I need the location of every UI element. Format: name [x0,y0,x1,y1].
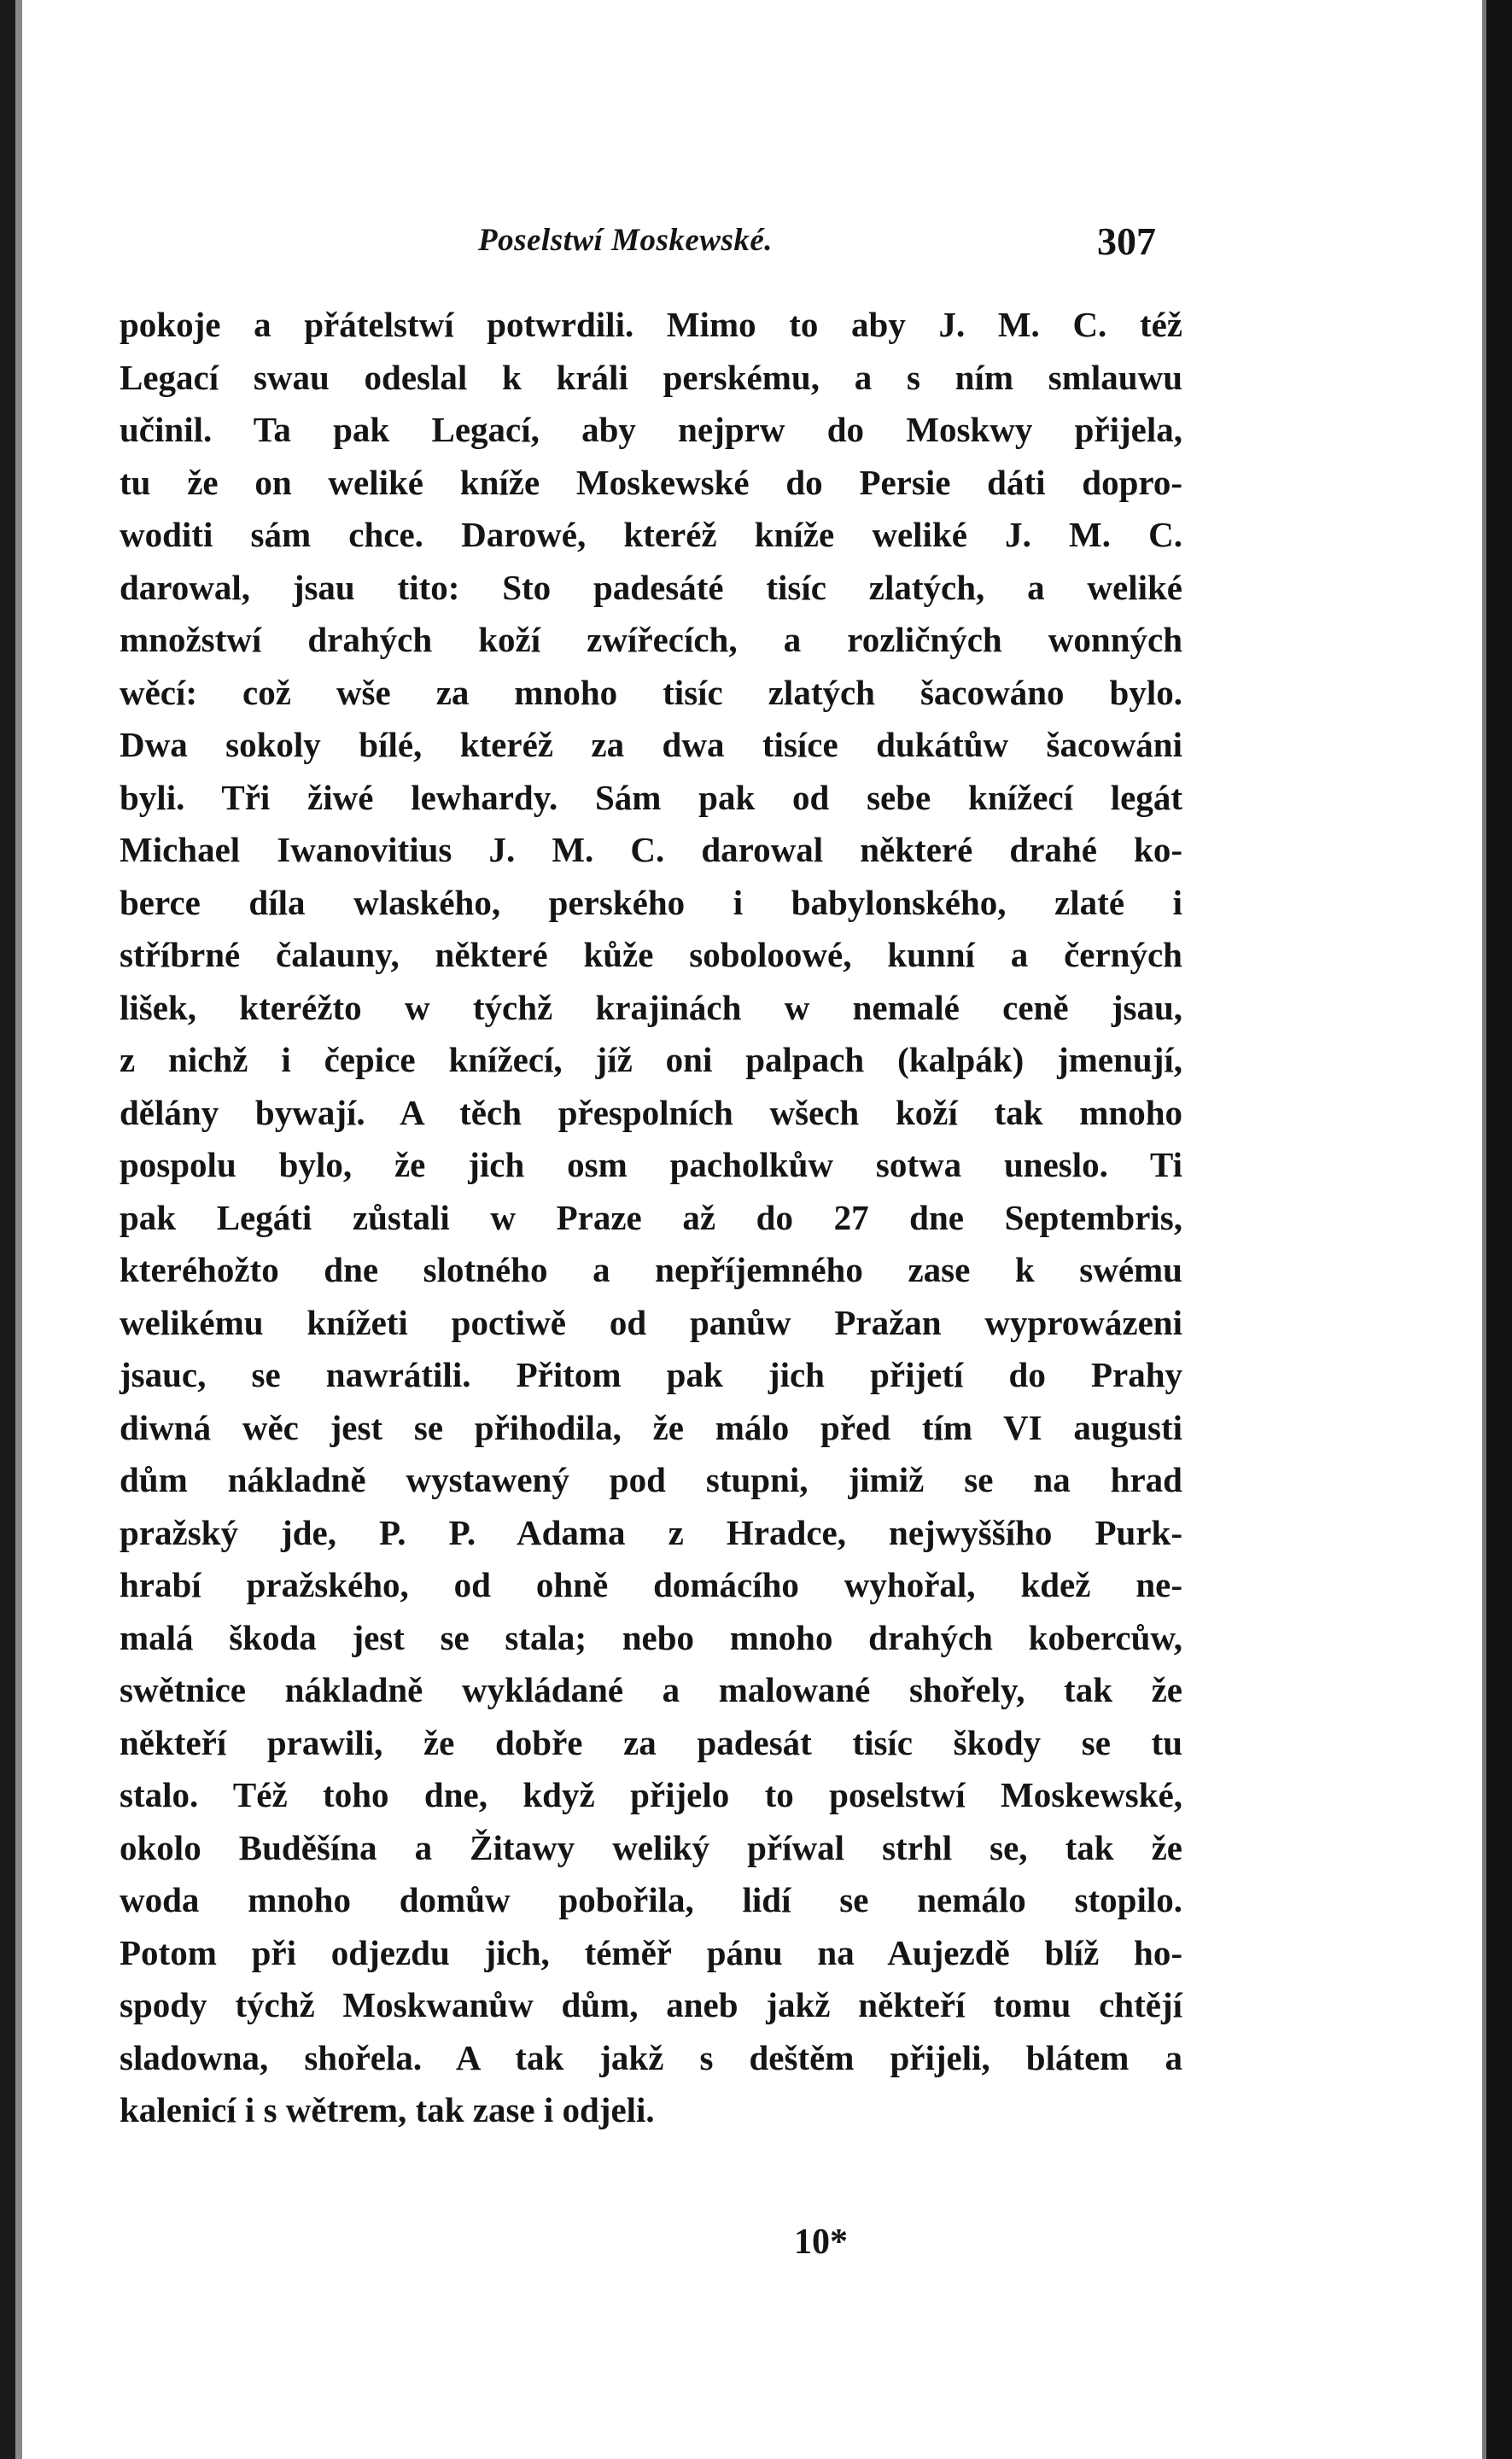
text-line: malá škoda jest se stala; nebo mnoho drahých kobercůw, [120,1617,1182,1657]
signature-mark: 10* [794,2222,848,2262]
text-line: spody týchž Moskwanůw dům, aneb jakž někteří tomu chtějí [120,1985,1182,2024]
body-text [120,299,1182,2137]
text-line: Potom při odjezdu jich, téměř pánu na Aujezdě blíž ho- [120,1932,1182,1972]
text-line: stříbrné čalauny, některé kůže soboloowé, kunní a černých [120,935,1182,974]
text-line: Michael Iwanovitius J. M. C. darowal některé drahé ko- [120,830,1182,869]
text-line: pak Legáti zůstali w Praze až do 27 dne Septembris, [120,1197,1182,1237]
scan-border-left [0,0,15,2459]
text-line: jsauc, se nawrátili. Přitom pak jich přijetí do Prahy [120,1355,1182,1394]
text-line: Dwa sokoly bílé, kteréž za dwa tisíce dukátůw šacowáni [120,725,1182,764]
text-line: kteréhožto dne slotného a nepříjemného zase k swému [120,1250,1182,1289]
text-line: pražský jde, P. P. Adama z Hradce, nejwyššího Purk- [120,1512,1182,1552]
text-line: byli. Tři žiwé lewhardy. Sám pak od sebe knížecí legát [120,777,1182,817]
text-line: woditi sám chce. Darowé, kteréž kníže weliké J. M. C. [120,515,1182,554]
text-line: welikému knížeti poctiwě od panůw Pražan wyprowázeni [120,1302,1182,1342]
scan-border-right-shadow [1482,0,1486,2459]
text-line: pokoje a přátelstwí potwrdili. Mimo to aby J. M. C. též [120,305,1182,344]
text-line: pospolu bylo, že jich osm pacholkůw sotwa uneslo. Ti [120,1145,1182,1184]
text-line: učinil. Ta pak Legací, aby nejprw do Moskwy přijela, [120,410,1182,449]
text-line: okolo Buděšína a Žitawy weliký příwal strhl se, tak že [120,1827,1182,1867]
text-line: swětnice nákladně wykládané a malowané shořely, tak že [120,1670,1182,1709]
text-line: sladowna, shořela. A tak jakž s deštěm přijeli, blátem a [120,2037,1182,2077]
text-line-last: kalenicí i s wětrem, tak zase i odjeli. [120,2090,655,2129]
text-line: dělány bywají. A těch přespolních wšech koží tak mnoho [120,1092,1182,1132]
book-page [120,171,1182,2129]
text-line: stalo. Též toho dne, když přijelo to poselstwí Moskewské, [120,1775,1182,1814]
running-head [120,171,1182,263]
page-number: 307 [1097,219,1156,263]
scan-border-left-shadow [15,0,22,2459]
text-line: wěcí: což wše za mnoho tisíc zlatých šacowáno bylo. [120,672,1182,712]
text-line: někteří prawili, že dobře za padesát tisíc škody se tu [120,1722,1182,1762]
running-title: Poselstwí Moskewské. [478,223,774,258]
text-line: Legací swau odeslal k králi perskému, a s ním smlauwu [120,357,1182,397]
text-line: lišek, kteréžto w týchž krajinách w nemalé ceně jsau, [120,987,1182,1027]
text-line: tu že on weliké kníže Moskewské do Persie dáti dopro- [120,462,1182,502]
text-line: berce díla wlaského, perského i babylonského, zlaté i [120,882,1182,922]
text-line: z nichž i čepice knížecí, jíž oni palpach (kalpák) jmenují, [120,1040,1182,1079]
scan-border-right [1486,0,1512,2459]
text-line: woda mnoho domůw pobořila, lidí se nemálo stopilo. [120,1880,1182,1919]
text-line: dům nákladně wystawený pod stupni, jimiž se na hrad [120,1460,1182,1499]
text-line: diwná wěc jest se přihodila, že málo před tím VI augusti [120,1407,1182,1447]
text-line: hrabí pražského, od ohně domácího wyhořal, kdež ne- [120,1565,1182,1604]
text-line: darowal, jsau tito: Sto padesáté tisíc zlatých, a weliké [120,567,1182,607]
text-line: množstwí drahých koží zwířecích, a rozličných wonných [120,620,1182,659]
